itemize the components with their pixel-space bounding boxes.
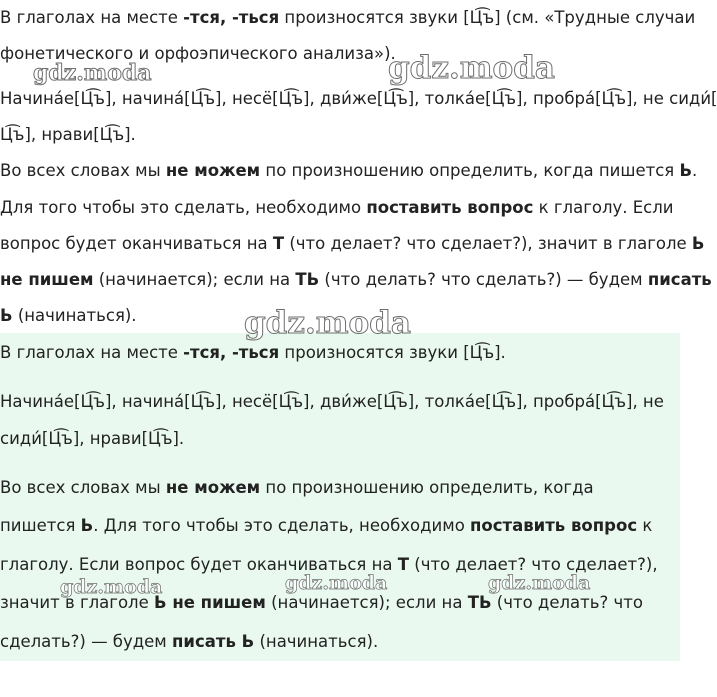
highlighted-answer-block bbox=[0, 333, 680, 661]
paragraph-line: Для того чтобы это сделать, необходимо поставить вопрос к глаголу. Если bbox=[0, 198, 674, 217]
watermark: gdz.moda bbox=[33, 60, 152, 86]
answer-text-block bbox=[0, 0, 717, 333]
watermark: gdz.moda bbox=[60, 576, 163, 598]
paragraph-line: Начина́е[Ц͡ъ], начина́[Ц͡ъ], несё[Ц͡ъ], дви́же[Ц͡ъ], толка́е[Ц͡ъ], пробра́[Ц͡ъ], не сиди́[ bbox=[0, 89, 717, 108]
watermark: gdz.moda bbox=[285, 572, 388, 594]
paragraph-line: не пишем (начинается); если на ТЬ (что делать? что сделать?) — будем писать bbox=[0, 270, 712, 289]
paragraph-line: Во всех словах мы не можем по произношению определить, когда bbox=[0, 478, 594, 497]
paragraph-line: Начина́е[Ц͡ъ], начина́[Ц͡ъ], несё[Ц͡ъ], дви́же[Ц͡ъ], толка́е[Ц͡ъ], пробра́[Ц͡ъ], не bbox=[0, 392, 664, 411]
paragraph-line: вопрос будет оканчиваться на Т (что делает? что сделает?), значит в глаголе Ь bbox=[0, 234, 705, 253]
watermark: gdz.moda bbox=[388, 50, 555, 86]
paragraph-line: Ц͡ъ], нрави[Ц͡ъ]. bbox=[0, 125, 136, 144]
paragraph-line: сиди́[Ц͡ъ], нрави[Ц͡ъ]. bbox=[0, 429, 185, 448]
watermark: gdz.moda bbox=[244, 305, 411, 341]
paragraph-line: фонетического и орфоэпического анализа»). bbox=[0, 44, 396, 63]
paragraph-line: В глаголах на месте -тся, -ться произносятся звуки [Ц͡ъ]. bbox=[0, 343, 506, 362]
paragraph-line: значит в глаголе Ь не пишем (начинается); если на ТЬ (что делать? что bbox=[0, 593, 643, 612]
watermark: gdz.moda bbox=[488, 572, 591, 594]
paragraph-line: сделать?) — будем писать Ь (начинаться). bbox=[0, 632, 379, 651]
paragraph-line: Ь (начинаться). bbox=[0, 306, 137, 325]
paragraph-line: В глаголах на месте -тся, -ться произносятся звуки [Ц͡ъ] (см. «Трудные случаи bbox=[0, 8, 696, 27]
paragraph-line: пишется Ь. Для того чтобы это сделать, необходимо поставить вопрос к bbox=[0, 516, 653, 535]
paragraph-line: Во всех словах мы не можем по произношению определить, когда пишется Ь. bbox=[0, 161, 698, 180]
paragraph-line: глаголу. Если вопрос будет оканчиваться на Т (что делает? что сделает?), bbox=[0, 555, 658, 574]
